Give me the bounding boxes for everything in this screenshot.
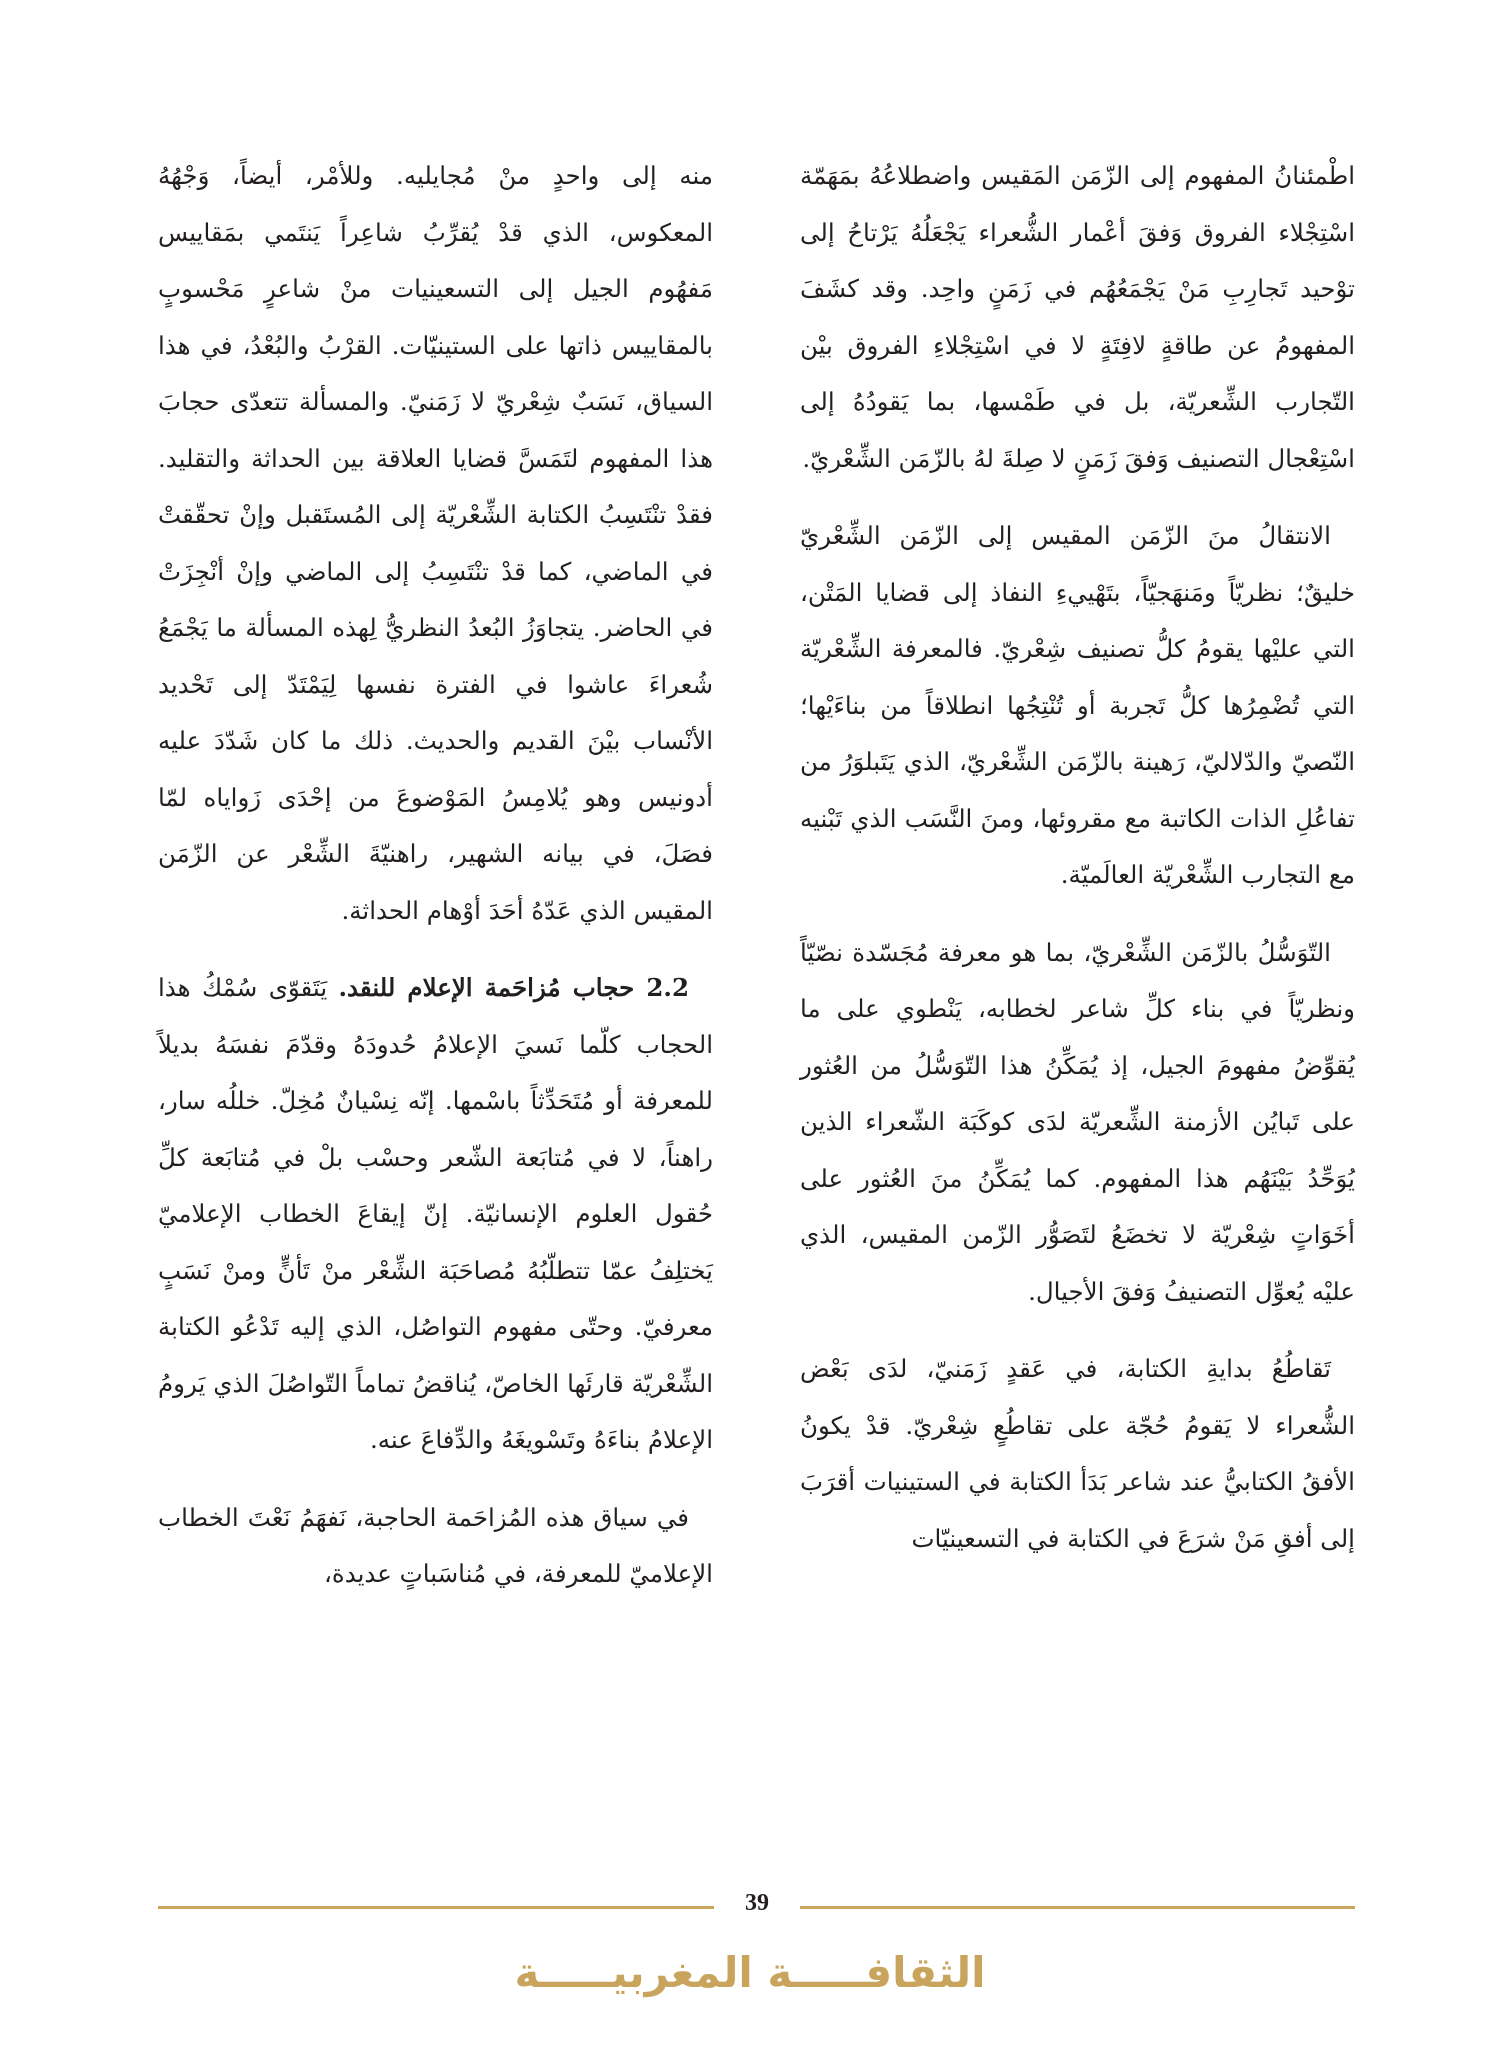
right-text-column <box>800 148 1355 1588</box>
section-body: يَتَقوّى سُمْكُ هذا الحجاب كلّما نَسيَ الإعلامُ حُدودَهُ وقدّمَ نفسَهُ بديلاً للمعرفة أو مُتَحَدِّثاً باسْمها. إنّه نِسْيانٌ مُخِلّ. خللُه سار، راهناً، لا في مُتابَعة الشّعر وحسْب بلْ في مُتابَعة كلِّ حُقول العلوم الإنسانيّة. إنّ إيقاعَ الخطاب الإعلاميّ يَختلِفُ عمّا تتطلّبُهُ مُصاحَبَة الشِّعْر منْ تَأنٍّ ومنْ نَسَبٍ معرفيّ. وحتّى مفهوم التواصُل، الذي إليه تَدْعُو الكتابة الشِّعْريّة قارئَها الخاصّ، يُناقضُ تماماً التّواصُلَ الذي يَرومُ الإعلامُ بناءَهُ وتَسْويغَهُ والدِّفاعَ عنه. <box>158 973 713 1454</box>
right-paragraph-4: تَقاطُعُ بدايةِ الكتابة، في عَقدٍ زَمَنيّ، لدَى بَعْض الشُّعراء لا يَقومُ حُجّة على تقاطُعٍ شِعْريّ. قدْ يكونُ الأفقُ الكتابيُّ عند شاعر بَدَأ الكتابة في الستينيات أقرَبَ إلى أفقِ مَنْ شرَعَ في الكتابة في التسعينيّات <box>800 1354 1355 1553</box>
left-text-column <box>158 148 713 1624</box>
magazine-title: الثقافـــــة المغربيـــــة <box>514 1948 986 1997</box>
footer-rule-right <box>800 1906 1355 1909</box>
section-heading: 2.2 حجاب مُزاحَمة الإعلام للنقد. <box>338 973 689 1002</box>
page-number: 39 <box>745 1890 769 1916</box>
right-paragraph-1: اطْمئنانُ المفهوم إلى الزّمَن المَقيس واضطلاعُهُ بمَهَمّة اسْتِجْلاء الفروق وَفقَ أعْمار الشُّعراء يَجْعَلُهُ يَرْتاحُ إلى توْحيد تَجارِبِ مَنْ يَجْمَعُهُم في زَمَنٍ واحِد. وقد كشَفَ المفهومُ عن طاقةٍ لافِتَةٍ لا في اسْتِجْلاءِ الفروق بيْن التّجارب الشِّعريّة، بل في طَمْسها، بما يَقودُهُ إلى اسْتِعْجال التصنيف وَفقَ زَمَنٍ لا صِلةَ لهُ بالزّمَن الشِّعْريّ. <box>800 161 1355 473</box>
right-paragraph-3: التّوَسُّلُ بالزّمَن الشِّعْريّ، بما هو معرفة مُجَسّدة نصّيّاً ونظريّاً في بناء كلِّ شاعر لخطابه، يَنْطوي على ما يُقوِّضُ مفهومَ الجيل، إذ يُمَكِّنُ هذا التّوَسُّلُ من العُثور على تَبايُن الأزمنة الشِّعريّة لدَى كوكَبَة الشّعراء الذين يُوَحِّدُ بَيْنَهُم هذا المفهوم. كما يُمَكِّنُ منَ العُثور على أخَوَاتٍ شِعْريّة لا تخضَعُ لتَصَوُّر الزّمن المقيس، الذي عليْه يُعوِّل التصنيفُ وَفقَ الأجيال. <box>800 937 1355 1306</box>
left-paragraph-2 <box>158 960 713 1469</box>
left-paragraph-3: في سياق هذه المُزاحَمة الحاجبة، نَفهَمُ نَعْتَ الخطاب الإعلاميّ للمعرفة، في مُناسَباتٍ عديدة، <box>158 1502 713 1588</box>
footer-rule-left <box>158 1906 714 1909</box>
left-paragraph-1: منه إلى واحدٍ منْ مُجايليه. وللأمْر، أيضاً، وَجْهُهُ المعكوس، الذي قدْ يُقرِّبُ شاعِراً يَنتَمي بمَقاييس مَفهُوم الجيل إلى التسعينيات منْ شاعرٍ مَحْسوبٍ بالمقاييس ذاتها على الستينيّات. القرْبُ والبُعْدُ، في هذا السياق، نَسَبٌ شِعْريّ لا زَمَنيّ. والمسألة تتعدّى حجابَ هذا المفهوم لتَمَسَّ قضايا العلاقة بين الحداثة والتقليد. فقدْ تنْتَسِبُ الكتابة الشِّعْريّة إلى المُستَقبل وإنْ تحقّقتْ في الماضي، كما قدْ تنْتَسِبُ إلى الماضي وإنْ أنْجِزَتْ في الحاضر. يتجاوَزُ البُعدُ النظريُّ لِهذه المسألة ما يَجْمَعُ شُعراءَ عاشوا في الفترة نفسها لِيَمْتَدّ إلى تَحْديد الأنْساب بيْنَ القديم والحديث. ذلك ما كان شَدّدَ عليه أدونيس وهو يُلامِسُ المَوْضوعَ من إحْدَى زَواياه لمّا فصَلَ، في بيانه الشهير، راهنيّةَ الشِّعْر عن الزّمَن المقيس الذي عَدّهُ أحَدَ أوْهام الحداثة. <box>158 161 713 925</box>
right-paragraph-2: الانتقالُ منَ الزّمَن المقيس إلى الزّمَن الشِّعْريّ خليقٌ؛ نظريّاً ومَنهَجيّاً، بتَهْييءِ النفاذ إلى قضايا المَتْن، التي عليْها يقومُ كلُّ تصنيف شِعْريّ. فالمعرفة الشِّعْريّة التي تُضْمِرُها كلُّ تَجربة أو تُنْتِجُها انطلاقاً من بناءَيْها؛ النّصيّ والدّلاليّ، رَهينة بالزّمَن الشِّعْريّ، الذي يَتَبلوَرُ من تفاعُلِ الذات الكاتبة مع مقروئها، ومنَ النَّسَب الذي تَبْنيه مع التجارب الشِّعْريّة العالَميّة. <box>800 521 1355 889</box>
